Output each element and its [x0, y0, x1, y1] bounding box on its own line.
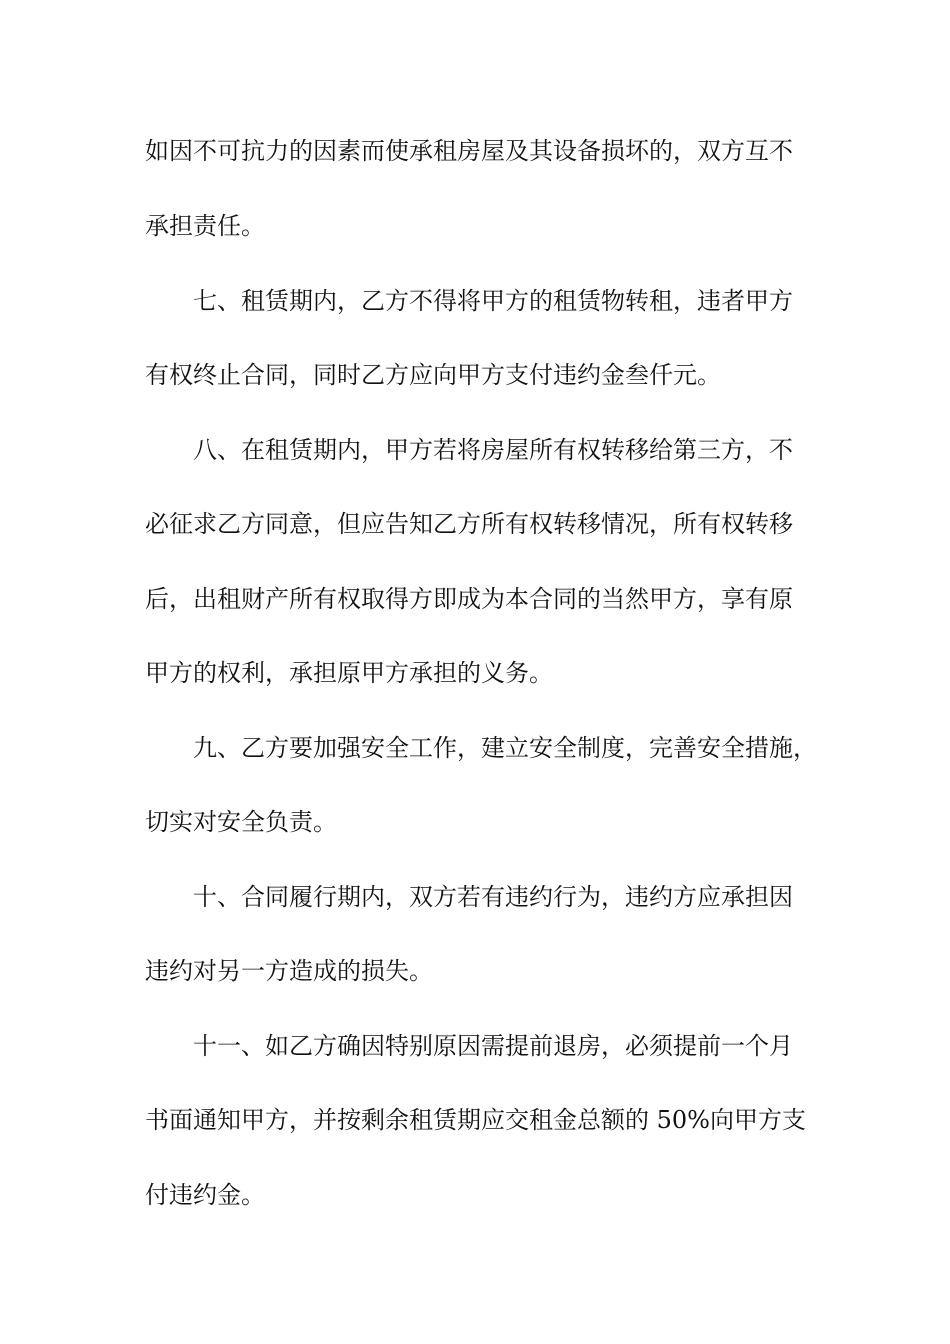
paragraph-6-line-1: 如因不可抗力的因素而使承租房屋及其设备损坏的，双方互不	[145, 137, 793, 165]
clause-8-line-1: 八、在租赁期内，甲方若将房屋所有权转移给第三方，不	[193, 436, 793, 464]
clause-11-line-2: 书面通知甲方，并按剩余租赁期应交租金总额的 50%向甲方支	[145, 1106, 806, 1134]
clause-9-line-2: 切实对安全负责。	[145, 808, 337, 836]
paragraph-6-line-2: 承担责任。	[145, 212, 265, 240]
clause-8-line-2: 必征求乙方同意，但应告知乙方所有权转移情况，所有权转移	[145, 510, 793, 538]
clause-7-line-1: 七、租赁期内，乙方不得将甲方的租赁物转租，违者甲方	[193, 287, 793, 315]
clause-11-line-3: 付违约金。	[145, 1181, 265, 1209]
clause-8-line-4: 甲方的权利，承担原甲方承担的义务。	[145, 659, 553, 687]
clause-10-line-1: 十、合同履行期内，双方若有违约行为，违约方应承担因	[193, 883, 793, 911]
clause-7-line-2: 有权终止合同，同时乙方应向甲方支付违约金叁仟元。	[145, 361, 721, 389]
clause-11-line-1: 十一、如乙方确因特别原因需提前退房，必须提前一个月	[193, 1032, 793, 1060]
clause-10-line-2: 违约对另一方造成的损失。	[145, 957, 433, 985]
clause-8-line-3: 后，出租财产所有权取得方即成为本合同的当然甲方，享有原	[145, 585, 793, 613]
clause-9-line-1: 九、乙方要加强安全工作，建立安全制度，完善安全措施，	[193, 734, 817, 762]
